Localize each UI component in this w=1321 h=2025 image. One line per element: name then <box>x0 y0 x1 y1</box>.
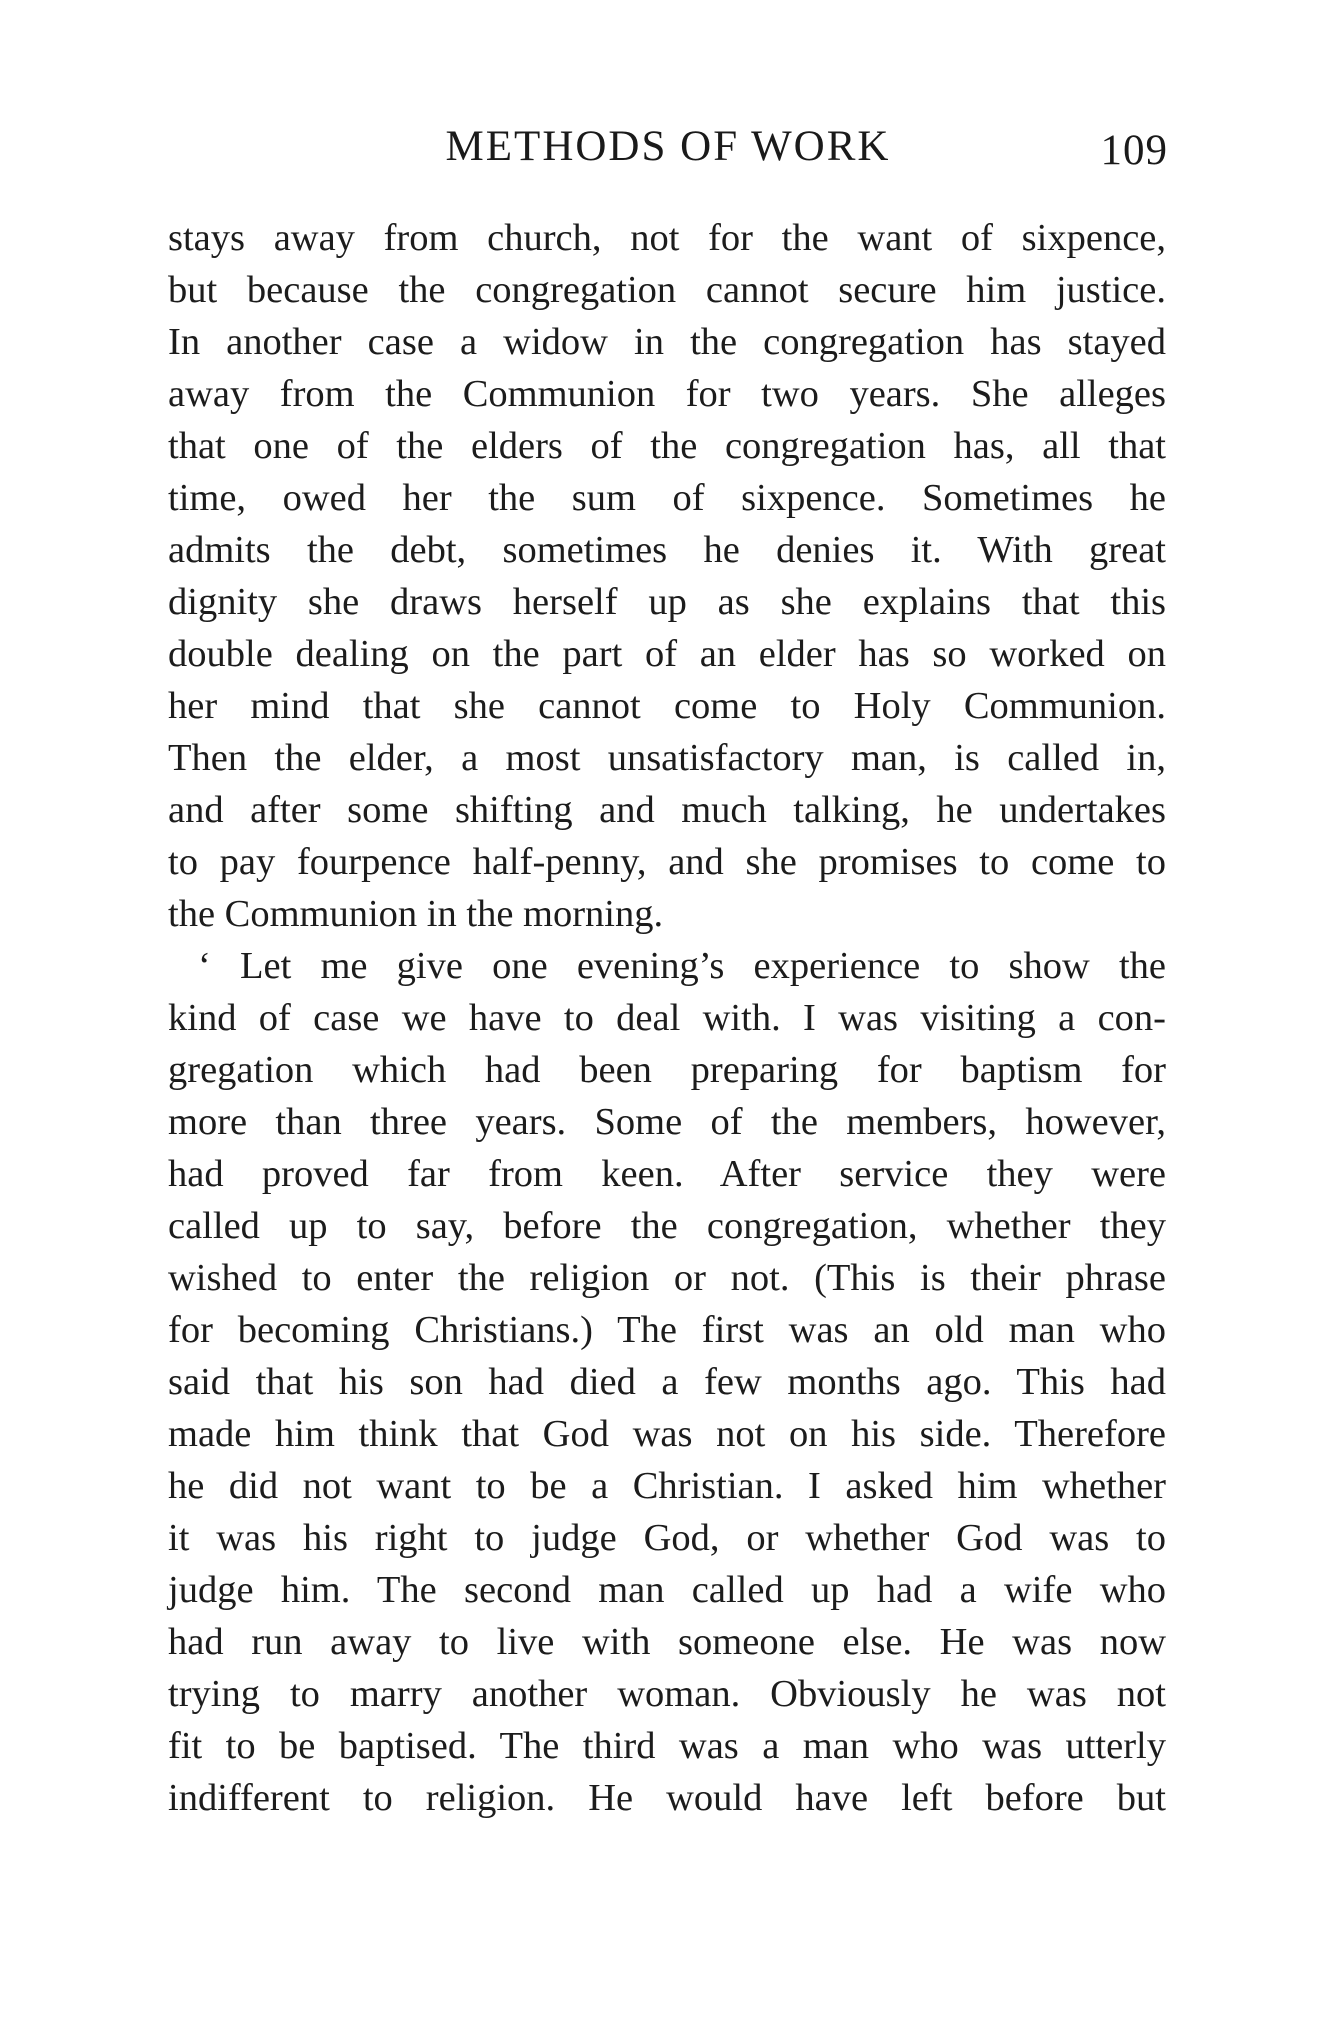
text-line: double dealing on the part of an elder has so worked on <box>168 633 1166 675</box>
running-header <box>168 118 1168 178</box>
text-line: gregation which had been preparing for baptism for <box>168 1049 1166 1091</box>
text-line: the Communion in the morning. <box>168 893 664 935</box>
text-line: to pay fourpence half-penny, and she promises to come to <box>168 841 1166 883</box>
text-line: dignity she draws herself up as she explains that this <box>168 581 1166 623</box>
text-line: had run away to live with someone else. He was now <box>168 1621 1166 1663</box>
text-line: time, owed her the sum of sixpence. Sometimes he <box>168 477 1166 519</box>
text-line: her mind that she cannot come to Holy Communion. <box>168 685 1166 727</box>
page-number: 109 <box>1100 127 1168 174</box>
text-line: for becoming Christians.) The first was an old man who <box>168 1309 1166 1351</box>
text-line: wished to enter the religion or not. (This is their phrase <box>168 1257 1166 1299</box>
text-line: made him think that God was not on his side. Therefore <box>168 1413 1166 1455</box>
text-line: and after some shifting and much talking, he undertakes <box>168 789 1166 831</box>
text-line: had proved far from keen. After service they were <box>168 1153 1166 1195</box>
text-line: said that his son had died a few months ago. This had <box>168 1361 1166 1403</box>
text-line: fit to be baptised. The third was a man who was utterly <box>168 1725 1166 1767</box>
running-head-title: METHODS OF WORK <box>445 123 891 170</box>
text-line: more than three years. Some of the members, however, <box>168 1101 1166 1143</box>
text-line: In another case a widow in the congregation has stayed <box>168 321 1166 363</box>
text-line: judge him. The second man called up had a wife who <box>168 1569 1166 1611</box>
text-line: indifferent to religion. He would have left before but <box>168 1777 1166 1819</box>
text-line: called up to say, before the congregation, whether they <box>168 1205 1166 1247</box>
body-text <box>168 212 1166 1824</box>
text-line: it was his right to judge God, or whether God was to <box>168 1517 1166 1559</box>
text-line: he did not want to be a Christian. I asked him whether <box>168 1465 1166 1507</box>
text-line: that one of the elders of the congregation has, all that <box>168 425 1166 467</box>
text-line: ‘ Let me give one evening’s experience to show the <box>198 945 1166 987</box>
text-line: but because the congregation cannot secure him justice. <box>168 269 1166 311</box>
text-line: admits the debt, sometimes he denies it. With great <box>168 529 1166 571</box>
text-line: trying to marry another woman. Obviously he was not <box>168 1673 1166 1715</box>
text-line: kind of case we have to deal with. I was visiting a con- <box>168 997 1166 1039</box>
text-line: away from the Communion for two years. She alleges <box>168 373 1166 415</box>
text-line: stays away from church, not for the want of sixpence, <box>168 217 1166 259</box>
text-line: Then the elder, a most unsatisfactory man, is called in, <box>168 737 1166 779</box>
